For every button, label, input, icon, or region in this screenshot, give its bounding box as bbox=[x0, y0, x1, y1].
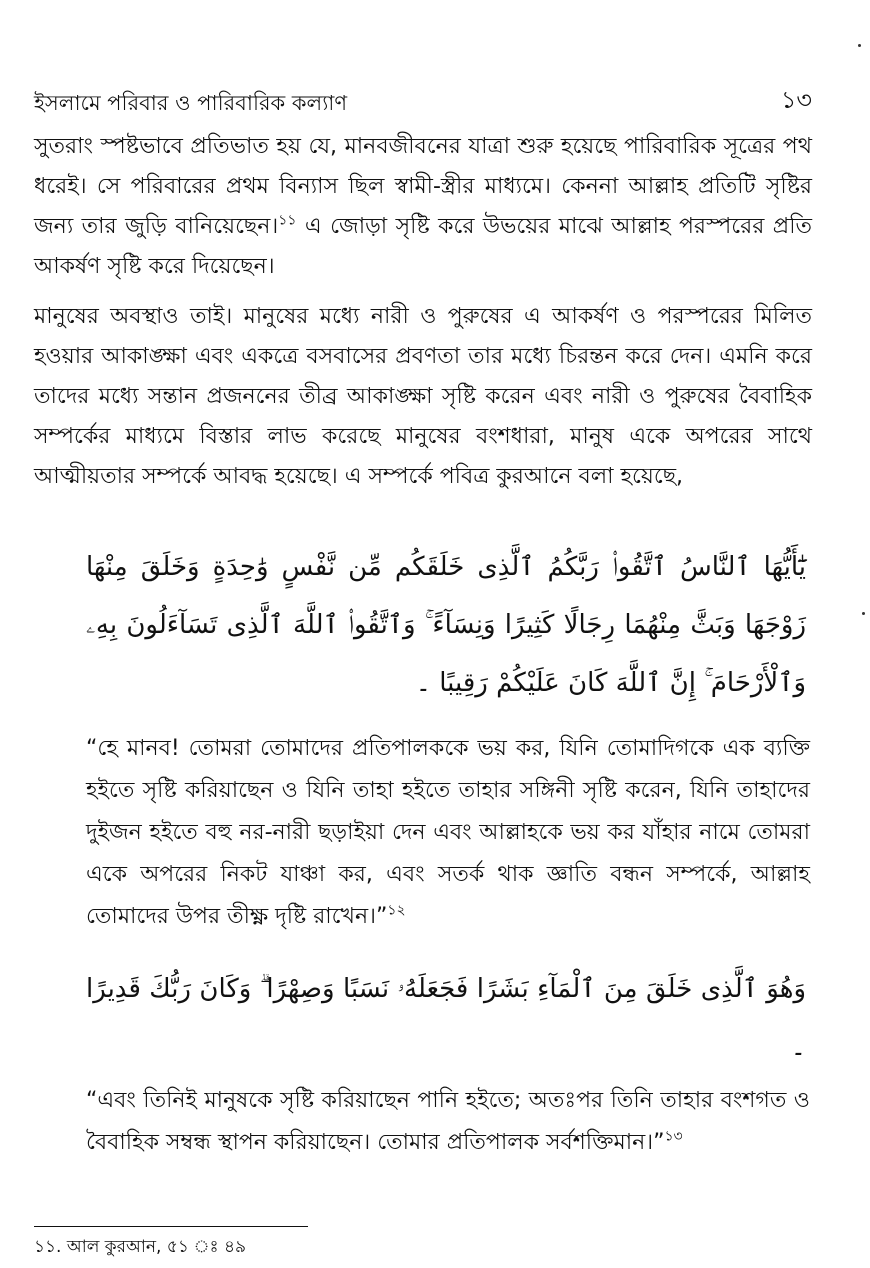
quote-2-text: “এবং তিনিই মানুষকে সৃষ্টি করিয়াছেন পানি হইতে; অতঃপর তিনি তাহার বংশগত ও বৈবাহিক সম্বন্ধ স্থাপন করিয়াছেন। তোমার প্রতিপালক সর্বশক্তিমান।” bbox=[86, 1088, 810, 1155]
running-title: ইসলামে পরিবার ও পারিবারিক কল্যাণ bbox=[34, 91, 348, 115]
scan-speck bbox=[862, 612, 865, 615]
arabic-verse-1: يَٰٓأَيُّهَا ٱلنَّاسُ ٱتَّقُوا۟ رَبَّكُمُ ٱلَّذِى خَلَقَكُم مِّن نَّفْسٍ وَٰحِدَةٍ وَخَلَقَ مِنْهَا زَوْجَهَا وَبَثَّ مِنْهُمَا رِجَالًا كَثِيرًا وَنِسَآءً ۚ وَٱتَّقُوا۟ ٱللَّهَ ٱلَّذِى تَسَآءَلُونَ بِهِۦ وَٱلْأَرْحَامَ ۚ إِنَّ ٱللَّهَ كَانَ عَلَيْكُمْ رَقِيبًا ۔ bbox=[86, 552, 806, 698]
footnote-ref-12: ১২ bbox=[387, 902, 406, 919]
footnote-ref-11: ১১ bbox=[278, 212, 297, 229]
paragraph-1 bbox=[34, 127, 812, 287]
translation-quote-1 bbox=[86, 728, 810, 938]
footnote-ref-13: ১৩ bbox=[664, 1128, 683, 1145]
paragraph-2: মানুষের অবস্থাও তাই। মানুষের মধ্যে নারী ও পুরুষের এ আকর্ষণ ও পরস্পরের মিলিত হওয়ার আকাঙ্ক্ষা এবং একত্রে বসবাসের প্রবণতা তার মধ্যে চিরন্তন করে দেন। এমনি করে তাদের মধ্যে সন্তান প্রজননের তীব্র আকাঙ্ক্ষা সৃষ্টি করেন এবং নারী ও পুরুষের বৈবাহিক সম্পর্কের মাধ্যমে বিস্তার লাভ করেছে মানুষের বংশধারা, মানুষ একে অপরের সাথে আত্মীয়তার সম্পর্কে আবদ্ধ হয়েছে। এ সম্পর্কে পবিত্র কুরআনে বলা হয়েছে, bbox=[34, 304, 812, 489]
running-header bbox=[34, 88, 812, 122]
paragraph-1-text-after: এ জোড়া সৃষ্টি করে উভয়ের মাঝে আল্লাহ পরস্পরের প্রতি আকর্ষণ সৃষ্টি করে দিয়েছেন। bbox=[34, 214, 812, 279]
page-number: ১৩ bbox=[780, 86, 812, 114]
quote-1-text: “হে মানব! তোমরা তোমাদের প্রতিপালককে ভয় কর, যিনি তোমাদিগকে এক ব্যক্তি হইতে সৃষ্টি করিয়াছেন ও যিনি তাহা হইতে তাহার সঙ্গিনী সৃষ্টি করেন, যিনি তাহাদের দুইজন হইতে বহু নর-নারী ছড়াইয়া দেন এবং আল্লাহকে ভয় কর যাঁহার নামে তোমরা একে অপরের নিকট যাঞ্চা কর, এবং সতর্ক থাক জ্ঞাতি বন্ধন সম্পর্কে, আল্লাহ তোমাদের উপর তীক্ষ্ণ দৃষ্টি রাখেন।” bbox=[86, 736, 810, 929]
arabic-verse-2: وَهُوَ ٱلَّذِى خَلَقَ مِنَ ٱلْمَآءِ بَشَرًا فَجَعَلَهُۥ نَسَبًا وَصِهْرًا ۗ وَكَانَ رَبُّكَ قَدِيرًا ۔ bbox=[86, 974, 806, 1062]
translation-quote-2 bbox=[86, 1080, 810, 1164]
footnote-11: ১১. আল কুরআন, ৫১ ঃ ৪৯ bbox=[34, 1237, 247, 1257]
footnote-divider bbox=[34, 1226, 308, 1227]
scan-speck bbox=[858, 44, 861, 47]
paragraph-1-text: সুতরাং স্পষ্টভাবে প্রতিভাত হয় যে, মানবজীবনের যাত্রা শুরু হয়েছে পারিবারিক সূত্রের পথ ধরেই। সে পরিবারের প্রথম বিন্যাস ছিল স্বামী-স্ত্রীর মাধ্যমে। কেননা আল্লাহ প্রতিটি সৃষ্টির জন্য তার জুড়ি বানিয়েছেন। bbox=[34, 134, 812, 239]
